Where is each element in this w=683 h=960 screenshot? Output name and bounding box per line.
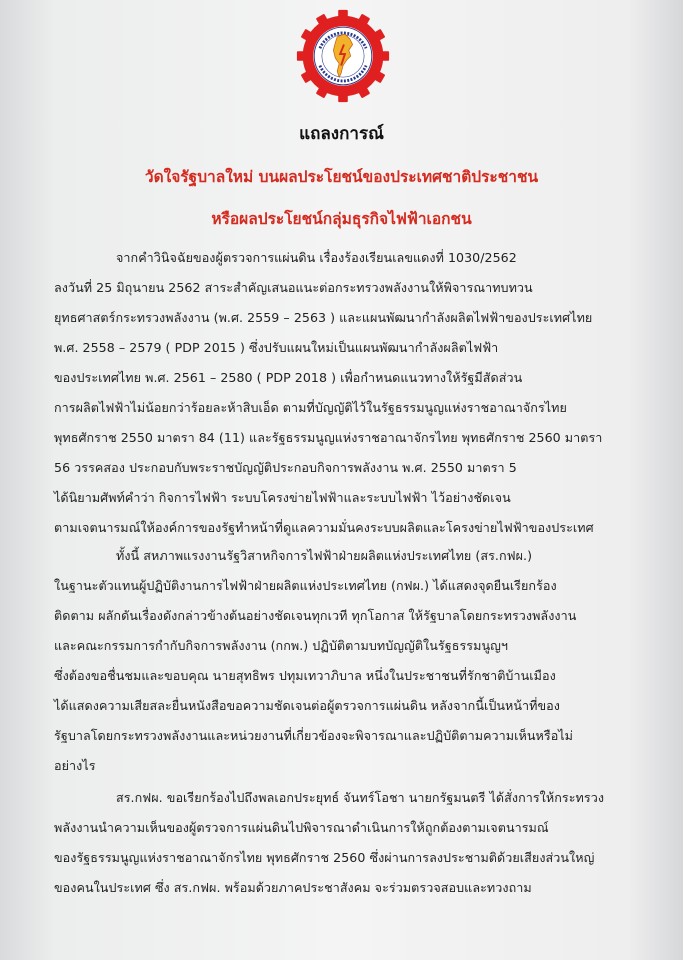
paragraph-line: ทั้งนี้ สหภาพแรงงานรัฐวิสาหกิจการไฟฟ้าฝ่ายผลิตแห่งประเทศไทย (สร.กฟผ.) [116,548,533,563]
paragraph-line: ได้แสดงความเสียสละยื่นหนังสือขอความชัดเจนต่อผู้ตรวจการแผ่นดิน หลังจากนี้เป็นหน้าที่ของ [54,698,560,713]
paragraph-line: พลังงานนำความเห็นของผู้ตรวจการแผ่นดินไปพิจารณาดำเนินการให้ถูกต้องตามเจตนารมณ์ [54,820,549,835]
paragraph-line: ของรัฐธรรมนูญแห่งราชอาณาจักรไทย พุทธศักราช 2560 ซึ่งผ่านการลงประชามติด้วยเสียงส่วนใหญ่ [54,850,595,865]
paragraph-line: ในฐานะตัวแทนผู้ปฏิบัติงานการไฟฟ้าฝ่ายผลิตแห่งประเทศไทย (กฟผ.) ได้แสดงจุดยืนเรียกร้อง [54,578,557,593]
paragraph-line: ยุทธศาสตร์กระทรวงพลังงาน (พ.ศ. 2559 – 2563 ) และแผนพัฒนากำลังผลิตไฟฟ้าของประเทศไทย [54,310,593,325]
paragraph-line: สร.กฟผ. ขอเรียกร้องไปถึงพลเอกประยุทธ์ จันทร์โอชา นายกรัฐมนตรี ได้สั่งการให้กระทรวง [116,790,605,805]
paragraph-line: ของคนในประเทศ ซึ่ง สร.กฟผ. พร้อมด้วยภาคประชาสังคม จะร่วมตรวจสอบและทวงถาม [54,880,532,895]
paragraph-line: จากคำวินิจฉัยของผู้ตรวจการแผ่นดิน เรื่องร้องเรียนเลขแดงที่ 1030/2562 [116,250,517,265]
paragraph-line: อย่างไร [54,758,96,773]
paragraph-line: ของประเทศไทย พ.ศ. 2561 – 2580 ( PDP 2018 ) เพื่อกำหนดแนวทางให้รัฐมีสัดส่วน [54,370,523,385]
paragraph-line: ซึ่งต้องขอชื่นชมและขอบคุณ นายสุทธิพร ปทุมเทวาภิบาล หนึ่งในประชาชนที่รักชาติบ้านเมือง [54,668,556,683]
paragraph-line: 56 วรรคสอง ประกอบกับพระราชบัญญัติประกอบกิจการพลังงาน พ.ศ. 2550 มาตรา 5 [54,460,517,475]
document-subtitle-2: หรือผลประโยชน์กลุ่มธุรกิจไฟฟ้าเอกชน [211,210,472,228]
paragraph-line: พ.ศ. 2558 – 2579 ( PDP 2015 ) ซึ่งปรับแผนใหม่เป็นแผนพัฒนากำลังผลิตไฟฟ้า [54,340,499,355]
union-gear-logo-icon [295,8,391,104]
paragraph-line: การผลิตไฟฟ้าไม่น้อยกว่าร้อยละห้าสิบเอ็ด ตามที่บัญญัติไว้ในรัฐธรรมนูญแห่งราชอาณาจักรไทย [54,400,567,415]
paragraph-line: ตามเจตนารมณ์ให้องค์การของรัฐทำหน้าที่ดูแลความมั่นคงระบบผลิตและโครงข่ายไฟฟ้าของประเทศ [54,520,594,535]
paragraph-line: รัฐบาลโดยกระทรวงพลังงานและหน่วยงานที่เกี่ยวข้องจะพิจารณาและปฏิบัติตามความเห็นหรือไม่ [54,728,574,743]
document-subtitle-1: วัดใจรัฐบาลใหม่ บนผลประโยชน์ของประเทศชาติประชาชน [144,168,539,186]
document-title: แถลงการณ์ [299,124,384,144]
paragraph-line: ลงวันที่ 25 มิถุนายน 2562 สาระสำคัญเสนอแนะต่อกระทรวงพลังงานให้พิจารณาทบทวน [54,280,533,295]
paragraph-line: พุทธศักราช 2550 มาตรา 84 (11) และรัฐธรรมนูญแห่งราชอาณาจักรไทย พุทธศักราช 2560 มาตรา [54,430,603,445]
paragraph-line: และคณะกรรมการกำกับกิจการพลังงาน (กกพ.) ปฏิบัติตามบทบัญญัติในรัฐธรรมนูญฯ [54,638,509,653]
paragraph-line: ติดตาม ผลักดันเรื่องดังกล่าวข้างต้นอย่างชัดเจนทุกเวที ทุกโอกาส ให้รัฐบาลโดยกระทรวงพลังงาน [54,608,577,623]
paragraph-line: ได้นิยามศัพท์คำว่า กิจการไฟฟ้า ระบบโครงข่ายไฟฟ้าและระบบไฟฟ้า ไว้อย่างชัดเจน [54,490,511,505]
